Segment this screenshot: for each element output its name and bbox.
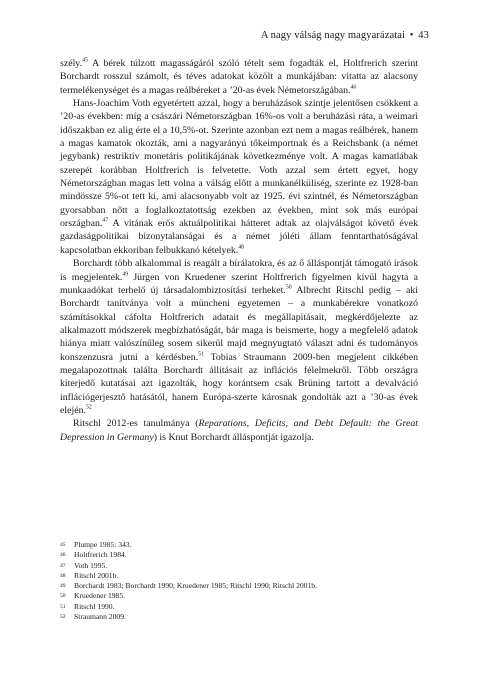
footnote-number: 52: [60, 614, 66, 621]
footnote-text: Borchardt 1983; Borchardt 1990; Kruedener 1985; Ritschl 1990; Ritschl 2001b.: [74, 581, 317, 591]
footnote-number: 45: [60, 542, 66, 548]
footnote-number: 47: [60, 562, 66, 569]
text-run: Hans-Joachim Voth egyetértett azzal, hogy a beruházások szintje jelentősen csökkent a ’20-as években: míg a császári Németországban 16%-os volt a beruházási ráta, a weimari időszakban ez alig érte el a 10,5%-ot. Szerinte azonban ezt nem a magas reálbérek, hanem a magas kamatok okozták, ami a nagyarányú tőkeimportnak és a Reichsbank (a német jegybank) restriktív monetáris politikájának következménye volt. A magas kamatlábak szerepét korábban Holtfrerich is felvetette. Voth azzal sem értett egyet, hogy Németországban magas lett volna a válság előtt a munkanélküliség, szerinte ez 1928-ban mindössze 5%-ot tett ki, ami alacsonyabb volt az 1925. évi szintnél, és Németországban gyorsabban nőtt a foglalkoztatottság ezekben az években, mint sok más európai országban.: [60, 98, 418, 230]
italic-title: Reparations, Deficits, and Debt Default: the Great Depression in Germany: [60, 418, 419, 443]
footnote-item: [60, 602, 418, 612]
footnote-ref: 45: [82, 57, 88, 64]
footnote-text: Kruedener 1985.: [74, 591, 126, 601]
footnote-number: 49: [60, 583, 66, 590]
footnote-ref: 50: [285, 284, 292, 291]
text-run: szély.: [60, 58, 83, 69]
running-title: A nagy válság nagy magyarázatai: [260, 30, 406, 41]
text-run: Borchardt több alkalommal is reagált a bírálatokra, és az ő álláspontját támogató írások is megjelentek.: [60, 258, 418, 283]
footnote-text: Straumann 2009.: [74, 612, 126, 622]
text-run: Tobias Straumann 2009-ben megjelent cikkében megalapozottnak találta Borchardt állításait az inflációs félelmekről. Több országra kiterjedő kutatásai azt igazolták, hogy korántsem csak Brüning tartott a devalváció inflációgerjesztő hatásától, hanem Európa-szerte károsnak gondolták azt a ’30-as évek elején.: [60, 351, 418, 416]
footnote-item: [60, 612, 418, 622]
paragraph-3: [60, 257, 418, 417]
footnote-item: [60, 581, 418, 591]
footnote-ref: 46: [350, 84, 357, 91]
text-run: ) is Knut Borchardt álláspontját igazolja.: [153, 431, 314, 443]
footnote-ref: 51: [198, 351, 204, 358]
footnote-ref: 52: [85, 404, 92, 411]
text-run: Albrecht Ritschl pedig – aki Borchardt tanítványa volt a müncheni egyetemen – a munkabérekre vonatkozó számításokkal cáfolta Holtfrerich adatait és megállapításait, megkérdőjelezte az alkalmazott módszerek megbízhatóságát, bár maga is beismerte, hogy a megfelelő adatok hiánya miatt valószínűleg sosem sikerül majd megnyugtató választ adni és tudományos konszenzusra jutni a kérdésben.: [60, 284, 418, 363]
footnote-number: 51: [60, 603, 66, 610]
footnotes: [60, 540, 418, 622]
page-number: 43: [418, 30, 429, 41]
footnote-item: [60, 571, 418, 581]
footnote-ref: 49: [122, 271, 129, 278]
footnote-text: Holtfrerich 1984.: [74, 550, 127, 560]
footnote-item: [60, 550, 418, 560]
footnote-number: 48: [60, 572, 66, 579]
footnote-text: Voth 1995.: [74, 560, 108, 570]
footnote-text: Ritschl 1990.: [74, 601, 115, 611]
main-text: [60, 57, 418, 444]
running-header: [60, 30, 429, 41]
footnote-item: [60, 591, 418, 601]
footnote-ref: 47: [102, 217, 109, 224]
text-run: A bérek túlzott magasságáról szóló tételt sem fogadták el, Holtfrerich szerint Borchardt rosszul számolt, és téves adatokat közölt a munkájában: vitatta az alacsony termelékenységet és a magas reálbéreket a ’20-as évek Németországában.: [60, 58, 418, 96]
footnote-item: [60, 540, 418, 550]
footnote-number: 50: [60, 593, 66, 600]
text-run: A vitának erős aktuálpolitikai hátteret adtak az olajválságot követő évek gazdaságpolitikai bizonytalanságai és a német jóléti állam fenntarthatóságával kapcsolatban ekkoriban felbukkanó kételyek.: [60, 218, 418, 256]
paragraph-4: [60, 417, 418, 444]
header-separator: •: [409, 30, 414, 41]
text-run: Jürgen von Kruedener szerint Holtfrerich figyelmen kívül hagyta a munkaadókat terhelő új társadalombiztosítási terheket.: [60, 271, 418, 296]
footnote-text: Ritschl 2001b.: [74, 570, 119, 580]
footnote-item: [60, 561, 418, 571]
paragraph-1: [60, 57, 418, 97]
text-run: Ritschl 2012-es tanulmánya (: [73, 418, 199, 430]
paragraph-2: [60, 97, 418, 257]
footnote-number: 46: [60, 552, 66, 559]
footnote-ref: 48: [238, 244, 245, 251]
footnote-text: Plumpe 1985: 343.: [74, 540, 132, 549]
